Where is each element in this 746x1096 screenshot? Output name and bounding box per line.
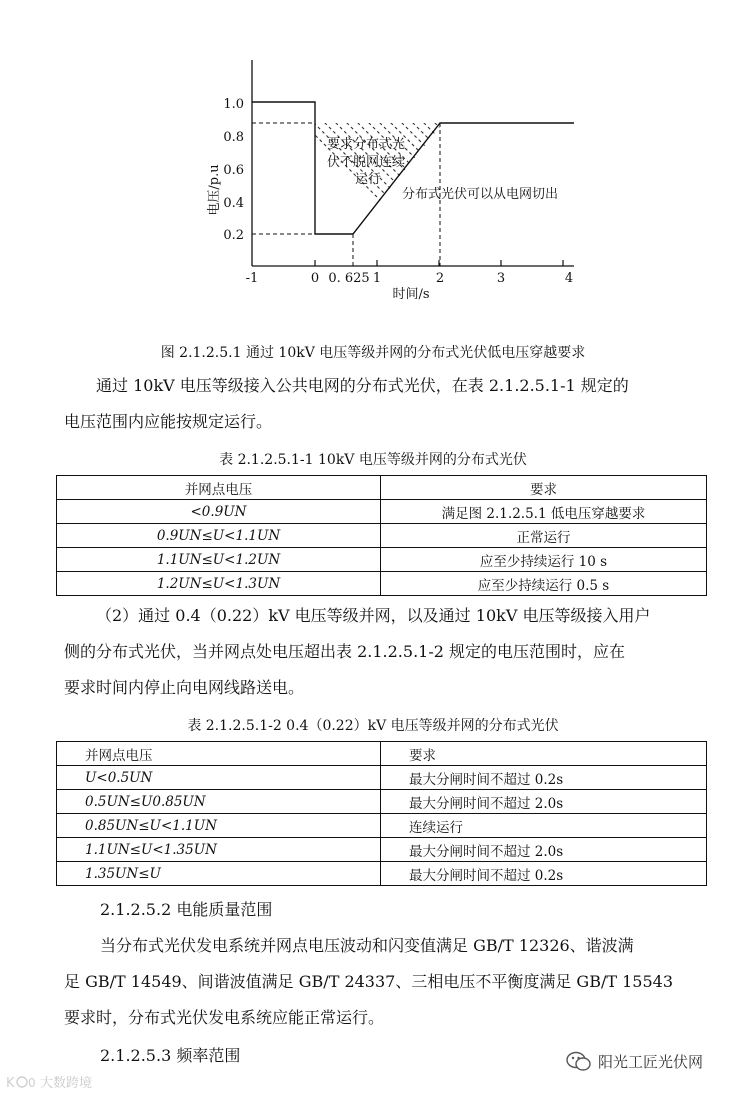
- table-row: [57, 524, 707, 548]
- hatch-line: [554, 110, 684, 240]
- region-label-line-3: 运行: [354, 172, 382, 187]
- trip-zone-label: 分布式光伏可以从电网切出: [402, 187, 559, 202]
- table-2-requirement-cell: 最大分闸时间不超过 2.0s: [381, 790, 707, 814]
- table-2-header-voltage: 并网点电压: [57, 742, 381, 766]
- table-1-header-requirement: 要求: [381, 476, 707, 500]
- table-2-voltage-cell: 1.35UN≤U: [57, 862, 381, 886]
- power-quality-line-2: 足 GB/T 14549、间谐波值满足 GB/T 24337、三相电压不平衡度满足 GB/T 15543: [64, 972, 674, 991]
- hatch-line: [510, 110, 640, 240]
- x-axis-label: 时间/s: [392, 287, 430, 302]
- hatch-line: [367, 110, 497, 240]
- table-2-requirement-cell: 最大分闸时间不超过 0.2s: [381, 862, 707, 886]
- svg-text:0: 0: [28, 1075, 36, 1090]
- lvrt-figure: [0, 0, 746, 320]
- table-1-requirement-cell: 应至少持续运行 0.5 s: [381, 572, 707, 596]
- paragraph-1-line-2: 电压范围内应能按规定运行。: [64, 412, 273, 431]
- y-tick-0.6: 0.6: [223, 163, 244, 178]
- x-tick-0625: 0. 625: [328, 271, 370, 286]
- watermark-text: 大数跨境: [40, 1076, 93, 1091]
- table-2-requirement-cell: 最大分闸时间不超过 0.2s: [381, 766, 707, 790]
- y-tick-1.0: 1.0: [223, 97, 244, 112]
- table-2-header: [57, 742, 707, 766]
- section-2-1-2-5-3-heading: 2.1.2.5.3 频率范围: [100, 1046, 241, 1065]
- hatch-line: [323, 110, 453, 240]
- hatch-line: [400, 110, 530, 240]
- y-tick-0.2: 0.2: [223, 228, 244, 243]
- figure-caption: 图 2.1.2.5.1 通过 10kV 电压等级并网的分布式光伏低电压穿越要求: [160, 345, 586, 361]
- region-label-line-2: 伏不脱网连续: [326, 155, 406, 170]
- table-row: [57, 862, 707, 886]
- table-row: [57, 838, 707, 862]
- table-2-voltage-cell: U<0.5UN: [57, 766, 381, 790]
- paragraph-2-line-2: 侧的分布式光伏，当并网点处电压超出表 2.1.2.5.1-2 规定的电压范围时，应在: [64, 642, 626, 661]
- table-2-voltage-cell: 0.85UN≤U<1.1UN: [57, 814, 381, 838]
- hatch-line: [389, 110, 519, 240]
- table-row: [57, 548, 707, 572]
- table-1: [56, 475, 707, 596]
- hatch-line: [543, 110, 673, 240]
- hatch-line: [455, 110, 585, 240]
- hatch-line: [488, 110, 618, 240]
- table-1-caption: 表 2.1.2.5.1-1 10kV 电压等级并网的分布式光伏: [219, 452, 527, 468]
- voltage-curve: [252, 102, 574, 234]
- x-tick-neg1: -1: [245, 271, 259, 286]
- table-1-requirement-cell: 应至少持续运行 10 s: [381, 548, 707, 572]
- hatch-line: [499, 110, 629, 240]
- hatch-line: [444, 110, 574, 240]
- region-label-line-1: 要求分布式光: [326, 137, 406, 152]
- x-tick-3: 3: [496, 271, 506, 286]
- wechat-account-tag: [566, 1050, 703, 1072]
- y-tick-0.4: 0.4: [223, 196, 244, 211]
- table-2-voltage-cell: 0.5UN≤U0.85UN: [57, 790, 381, 814]
- table-2-caption: 表 2.1.2.5.1-2 0.4（0.22）kV 电压等级并网的分布式光伏: [187, 718, 559, 734]
- hatch-line: [411, 110, 541, 240]
- hatch-line: [466, 110, 596, 240]
- table-2: [56, 741, 707, 886]
- power-quality-line-1: 当分布式光伏发电系统并网点电压波动和闪变值满足 GB/T 12326、谐波满: [100, 936, 634, 955]
- table-2-voltage-cell: 1.1UN≤U<1.35UN: [57, 838, 381, 862]
- hatch-line: [378, 110, 508, 240]
- wechat-account-name: 阳光工匠光伏网: [598, 1052, 704, 1071]
- table-1-voltage-cell: 1.2UN≤U<1.3UN: [57, 572, 381, 596]
- table-row: [57, 814, 707, 838]
- paragraph-2-line-1: （2）通过 0.4（0.22）kV 电压等级并网，以及通过 10kV 电压等级接入用户: [96, 606, 651, 625]
- table-1-voltage-cell: 1.1UN≤U<1.2UN: [57, 548, 381, 572]
- table-1-header-voltage: 并网点电压: [57, 476, 381, 500]
- table-2-requirement-cell: 最大分闸时间不超过 2.0s: [381, 838, 707, 862]
- x-tick-2: 2: [435, 271, 445, 286]
- table-1-voltage-cell: <0.9UN: [57, 500, 381, 524]
- table-1-requirement-cell: 满足图 2.1.2.5.1 低电压穿越要求: [381, 500, 707, 524]
- table-2-header-requirement: 要求: [381, 742, 707, 766]
- hatch-line: [521, 110, 651, 240]
- paragraph-2-line-3: 要求时间内停止向电网线路送电。: [64, 678, 305, 697]
- hatch-line: [477, 110, 607, 240]
- table-row: [57, 766, 707, 790]
- paragraph-1-line-1: 通过 10kV 电压等级接入公共电网的分布式光伏，在表 2.1.2.5.1-1 规定的: [96, 376, 629, 395]
- table-row: [57, 500, 707, 524]
- x-tick-1: 1: [372, 271, 382, 286]
- table-row: [57, 572, 707, 596]
- watermark-logo-icon: [6, 1074, 36, 1090]
- table-1-requirement-cell: 正常运行: [381, 524, 707, 548]
- left-watermark: [6, 1072, 92, 1091]
- table-row: [57, 790, 707, 814]
- power-quality-line-3: 要求时，分布式光伏发电系统应能正常运行。: [64, 1008, 385, 1027]
- y-axis-label: 电压/p.u: [207, 164, 222, 216]
- table-1-voltage-cell: 0.9UN≤U<1.1UN: [57, 524, 381, 548]
- svg-text:K: K: [6, 1075, 15, 1090]
- hatch-line: [532, 110, 662, 240]
- x-tick-4: 4: [564, 271, 574, 286]
- section-2-1-2-5-2-heading: 2.1.2.5.2 电能质量范围: [100, 900, 273, 919]
- hatched-ride-through-region: [290, 110, 695, 240]
- hatch-line: [422, 110, 552, 240]
- hatch-line: [433, 110, 563, 240]
- x-tick-0: 0: [310, 271, 320, 286]
- y-tick-0.8: 0.8: [223, 130, 244, 145]
- hatch-line: [565, 110, 695, 240]
- table-2-requirement-cell: 连续运行: [381, 814, 707, 838]
- table-1-header: [57, 476, 707, 500]
- wechat-icon: [566, 1050, 592, 1072]
- x-tick-marks: [315, 260, 563, 266]
